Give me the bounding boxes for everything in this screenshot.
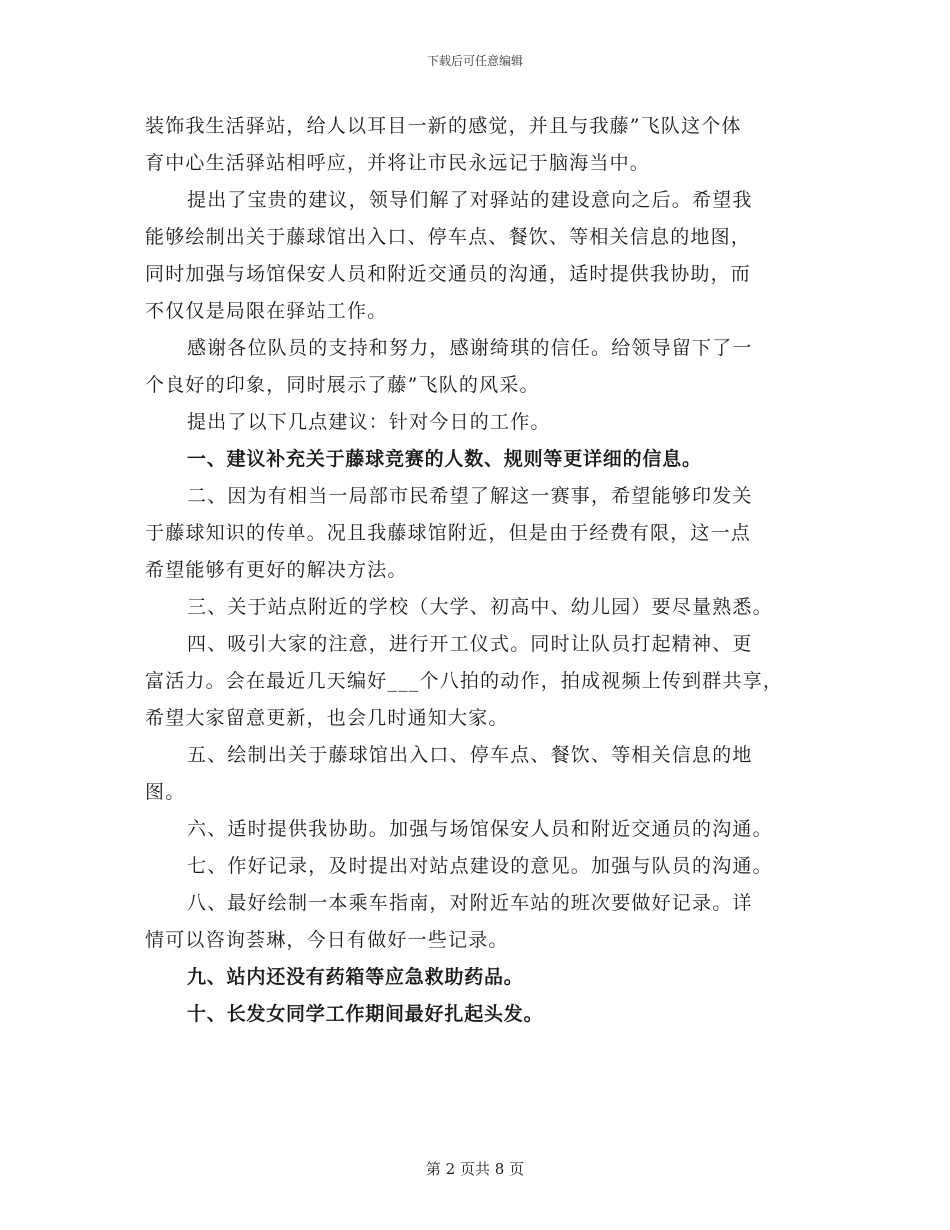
text-line: 育中心生活驿站相呼应，并将让市民永远记于脑海当中。 (145, 152, 651, 174)
suggestion-item-6: 六、适时提供我协助。加强与场馆保安人员和附近交通员的沟通。 (187, 818, 773, 840)
text-line: 于藤球知识的传单。况且我藤球馆附近，但是由于经费有限，这一点 (145, 522, 752, 544)
text-line: 装饰我生活驿站，给人以耳目一新的感觉，并且与我藤”飞队这个体 (145, 115, 742, 137)
text-line: 情可以咨询荟琳，今日有做好一些记录。 (145, 929, 509, 951)
page-number: 第 2 页共 8 页 (425, 1160, 525, 1178)
suggestion-item-2: 二、因为有相当一局部市民希望了解这一赛事，希望能够印发关 (187, 485, 753, 507)
suggestion-item-8: 八、最好绘制一本乘车指南，对附近车站的班次要做好记录。详 (187, 892, 753, 914)
text-line: 同时加强与场馆保安人员和附近交通员的沟通，适时提供我协助，而 (145, 263, 752, 285)
suggestion-item-7: 七、作好记录，及时提出对站点建设的意见。加强与队员的沟通。 (187, 855, 773, 877)
text-line: 富活力。会在最近几天编好___个八拍的动作，拍成视频上传到群共享， (145, 670, 784, 692)
suggestion-item-4: 四、吸引大家的注意，进行开工仪式。同时让队员打起精神、更 (187, 633, 753, 655)
suggestion-item-3: 三、关于站点附近的学校（大学、初高中、幼儿园）要尽量熟悉。 (187, 596, 773, 618)
text-line: 希望大家留意更新，也会几时通知大家。 (145, 707, 509, 729)
paragraph-start: 提出了宝贵的建议，领导们解了对驿站的建设意向之后。希望我 (187, 189, 753, 211)
suggestion-item-10: 十、长发女同学工作期间最好扎起头发。 (187, 1003, 544, 1025)
text-line: 能够绘制出关于藤球馆出入口、停车点、餐饮、等相关信息的地图， (145, 226, 752, 248)
text-line: 希望能够有更好的解决方法。 (145, 559, 408, 581)
paragraph-start: 提出了以下几点建议：针对今日的工作。 (187, 411, 551, 433)
document-body (145, 108, 815, 1033)
suggestion-item-1: 一、建议补充关于藤球竞赛的人数、规则等更详细的信息。 (187, 448, 702, 470)
text-line: 不仅仅是局限在驿站工作。 (145, 300, 388, 322)
paragraph-start: 感谢各位队员的支持和努力，感谢绮琪的信任。给领导留下了一 (187, 337, 753, 359)
text-line: 图。 (145, 781, 186, 803)
page-header: 下载后可任意编辑 (426, 54, 523, 68)
text-line: 个良好的印象，同时展示了藤”飞队的风采。 (145, 374, 540, 396)
suggestion-item-9: 九、站内还没有药箱等应急救助药品。 (187, 966, 524, 988)
suggestion-item-5: 五、绘制出关于藤球馆出入口、停车点、餐饮、等相关信息的地 (187, 744, 753, 766)
